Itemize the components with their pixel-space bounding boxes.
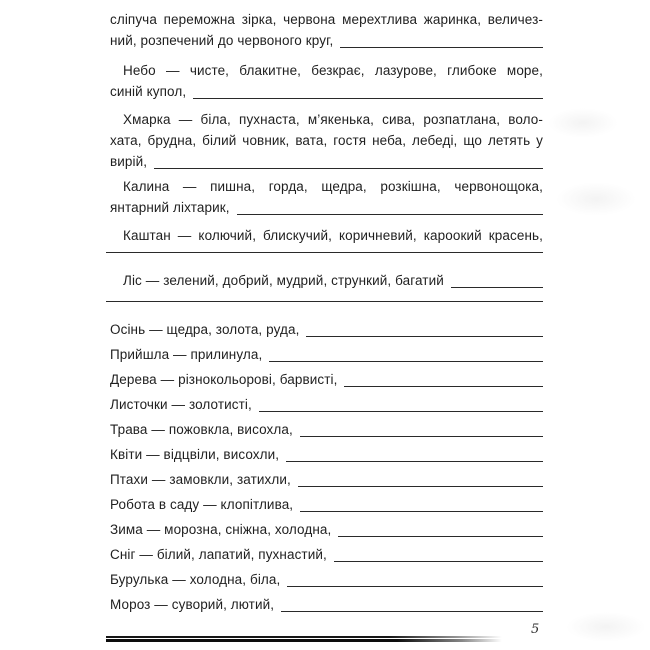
list-item-text: Зима — морозна, сніжна, холодна, [110,522,332,537]
paragraph-line: синій купол, [110,84,187,99]
list-item [110,544,543,565]
answer-blank [340,30,543,48]
list-item-text: Робота в саду — клопітлива, [110,497,294,512]
paragraph-sky [110,60,543,102]
paragraph-line: Калина — пишна, горда, щедра, розкішна, червонощока, [123,179,543,194]
list-item [110,419,543,440]
list-item [110,394,543,415]
answer-blank [259,394,543,412]
list-item [110,444,543,465]
answer-blank [287,569,543,587]
list-item [110,519,543,540]
list-item [110,494,543,515]
list-item-text: Осінь — щедра, золота, руда, [110,322,300,337]
list-item-text: Сніг — білий, лапатий, пухнастий, [110,547,327,562]
list-item-text: Мороз — суворий, лютий, [110,597,275,612]
answer-blank [300,494,543,512]
paragraph-sun [110,9,543,51]
list-item-text: Прийшла — прилинула, [110,347,263,362]
list-item [110,319,543,340]
page-number: 5 [531,622,540,637]
answer-blank [338,519,543,537]
footer-rule [106,636,510,642]
paragraph-line: Небо — чисте, блакитне, безкрає, лазурове, глибоке море, [123,63,543,78]
paragraph-last-line [110,270,543,291]
paragraph-last-line [110,151,543,172]
answer-blank [300,419,543,437]
list-item [110,594,543,615]
list-item-text: Листочки — золотисті, [110,397,252,412]
scan-smudge [566,612,646,642]
answer-blank [193,81,543,99]
answer-blank-full [106,249,543,253]
answer-blank [344,369,543,387]
list-item [110,569,543,590]
answer-blank [237,197,543,215]
autumn-word-list [110,319,543,615]
page-content [110,9,543,619]
answer-blank [306,319,543,337]
answer-blank [334,544,543,562]
paragraph-last-line [110,30,543,51]
paragraph-line: Ліс — зелений, добрий, мудрий, стрункий, багатий [123,273,444,288]
list-item-text: Трава — пожовкла, висохла, [110,422,293,437]
paragraph-line: хата, брудна, білий човник, вата, гостя неба, лебеді, що летять у [110,133,543,148]
answer-blank [298,469,543,487]
list-item [110,369,543,390]
footer-rule-bottom-line [106,639,510,642]
paragraph-line: Хмарка — біла, пухнаста, м’якенька, сива, розпатлана, воло- [123,112,543,127]
list-item-text: Бурулька — холодна, біла, [110,572,281,587]
paragraph-line: сліпуча переможна зірка, червона мерехтлива жаринка, величез- [110,12,543,27]
paragraph-kalyna [110,176,543,218]
list-item [110,469,543,490]
list-item-text: Квіти — відцвіли, висохли, [110,447,280,462]
answer-blank [281,594,543,612]
list-item-text: Дерева — різнокольорові, барвисті, [110,372,338,387]
answer-blank [451,270,543,288]
list-item [110,344,543,365]
scan-smudge [548,108,618,138]
answer-blank [286,444,543,462]
paragraph-line: ний, розпечений до червоного круг, [110,33,334,48]
answer-blank [154,151,543,169]
paragraph-last-line [110,197,543,218]
paragraph-last-line [110,81,543,102]
paragraph-line: янтарний ліхтарик, [110,200,230,215]
paragraph-cloud [110,109,543,172]
paragraph-line: Каштан — колючий, блискучий, коричневий, кароокий красень, [123,228,543,243]
paragraph-line: вирій, [110,154,148,169]
scan-smudge [556,182,636,216]
answer-blank-full [106,298,543,302]
paragraph-lis [110,270,543,302]
paragraph-kashtan [110,225,543,253]
answer-blank [269,344,543,362]
list-item-text: Птахи — замовкли, затихли, [110,472,291,487]
